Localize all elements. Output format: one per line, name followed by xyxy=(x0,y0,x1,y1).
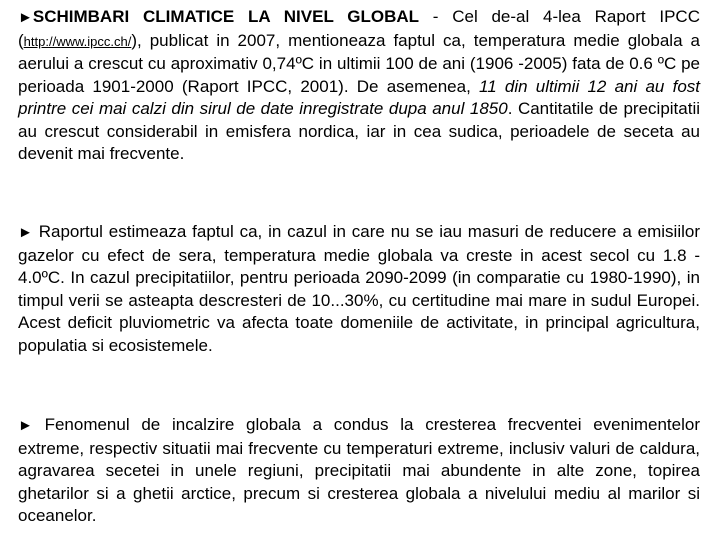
section-heading: SCHIMBARI CLIMATICE LA NIVEL GLOBAL xyxy=(32,7,420,26)
paragraph-report-estimates xyxy=(18,221,700,357)
paragraph-text: Raportul estimeaza faptul ca, in cazul in care nu se iau masuri de reducere a emisiilor gazelor cu efect de sera, temperatura medie globala va creste in acest secol cu 1.8 - 4.0ºC. In cazul precipitatiilor, pentru perioada 2090-2099 (in comparatie cu 1980-1990), in timpul verii se asteapta descresteri de 10...30%, cu certitudine mai mare in sudul Europei. Acest deficit pluviometric va afecta toate domeniile de activitate, in principal agricultura, populatia si ecosistemele. xyxy=(18,222,700,355)
paragraph-global-climate-change xyxy=(18,6,700,166)
ipcc-link[interactable]: http://www.ipcc.ch/ xyxy=(23,33,132,49)
bullet-arrow-icon: ► xyxy=(18,417,33,434)
emphasis-text: 11 din ultimii 12 ani au fost printre cei mai calzi din sirul de date inregistrate dupa anul 1850 xyxy=(18,76,700,118)
paragraph-text: - Cel de-al 4-lea Raport IPCC ( xyxy=(18,7,700,50)
bullet-arrow-icon: ► xyxy=(18,224,33,241)
paragraph-text: ), publicat in 2007, mentioneaza faptul ca, temperatura medie globala a aerului a crescut cu aproximativ 0,74ºC in ultimii 100 de ani (1906 -2005) fata de 0.6 ºC pe perioada 1901-2000 (Raport IPCC, 2001). De asemenea, xyxy=(18,30,700,96)
paragraph-text: Fenomenul de incalzire globala a condus la cresterea frecventei evenimentelor extreme, respectiv situatii mai frecvente cu temperaturi extreme, inclusiv valuri de caldura, agravarea secetei in unele regiuni, precipitatii mai abundente in alte zone, topirea ghetarilor si a ghetii arctice, precum si cresterea globala a nivelului mediu al marilor si oceanelor. xyxy=(18,415,700,525)
paragraph-text: . Cantitatile de precipitatii au crescut considerabil in emisfera nordica, iar in cea sudica, perioadele de seceta au devenit mai frecvente. xyxy=(18,99,701,163)
paragraph-extreme-events xyxy=(18,414,700,528)
bullet-arrow-icon: ► xyxy=(18,9,33,26)
